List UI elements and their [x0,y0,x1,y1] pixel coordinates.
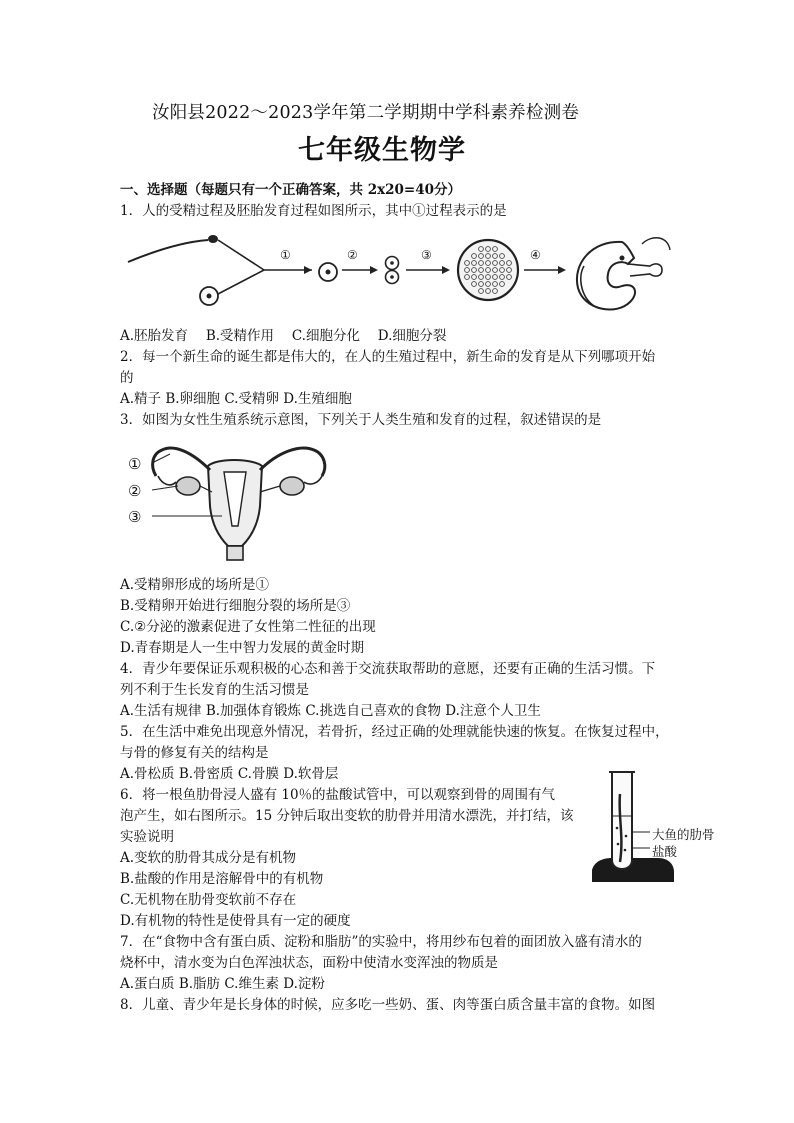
q6-stem-line2: 泡产生，如右图所示。15 分钟后取出变软的肋骨并用清水漂洗，并打结，该 [120,808,574,824]
exam-title: 汝阳县2022～2023学年第二学期期中学科素养检测卷 [152,103,579,123]
q2-stem-line1: 2．每一个新生命的诞生都是伟大的，在人的生殖过程中，新生命的发育是从下列哪项开始 [120,349,656,365]
q1-label-3: ③ [421,248,432,262]
q3-label-2: ② [128,482,142,500]
q4-stem-line1: 4．青少年要保证乐观积极的心态和善于交流获取帮助的意愿，还要有正确的生活习惯。下 [120,661,656,677]
q3-option-d: D.青春期是人一生中智力发展的黄金时期 [120,640,365,656]
q6-label-acid: 盐酸 [652,844,678,859]
q7-stem-line2: 烧杯中，清水变为白色浑浊状态，面粉中使清水变浑浊的物质是 [120,955,498,971]
q6-option-d: D.有机物的特性是使骨具有一定的硬度 [120,913,351,929]
q6-stem-line1: 6．将一根鱼肋骨浸人盛有 10％的盐酸试管中，可以观察到骨的周围有气 [120,787,556,803]
q2-stem-line2: 的 [120,370,134,386]
q1-stem: 1．人的受精过程及胚胎发育过程如图所示，其中①过程表示的是 [120,203,507,219]
q6-option-a: A.变软的肋骨其成分是有机物 [120,850,297,866]
q1-label-2: ② [347,248,358,262]
q6-label-rib: 大鱼的肋骨 [652,827,715,842]
q8-stem-line1: 8．儿童、青少年是长身体的时候，应多吃一些奶、蛋、肉等蛋白质含量丰富的食物。如图 [120,997,656,1013]
q3-option-b: B.受精卵开始进行细胞分裂的场所是③ [120,598,351,614]
q2-options: A.精子 B.卵细胞 C.受精卵 D.生殖细胞 [120,391,352,407]
q1-options: A.胚胎发育 B.受精作用 C.细胞分化 D.细胞分裂 [120,328,447,344]
q3-option-c: C.②分泌的激素促进了女性第二性征的出现 [120,619,376,635]
q3-stem: 3．如图为女性生殖系统示意图，下列关于人类生殖和发育的过程，叙述错误的是 [120,412,602,428]
q3-label-3: ③ [128,508,142,526]
subject-title: 七年级生物学 [298,135,466,166]
q1-label-4: ④ [530,248,541,262]
q7-stem-line1: 7．在“食物中含有蛋白质、淀粉和脂肪”的实验中，将用纱布包着的面团放入盛有清水的 [120,934,642,950]
q3-label-1: ① [128,455,142,473]
section-heading: 一、选择题（每题只有一个正确答案，共 2x20=40分） [120,182,462,198]
female-reproductive-diagram [122,436,352,566]
q7-options: A.蛋白质 B.脂肪 C.维生素 D.淀粉 [120,976,325,992]
q5-stem-line1: 5．在生活中难免出现意外情况，若骨折，经过正确的处理就能快速的恢复。在恢复过程中， [120,724,669,740]
fertilization-diagram [122,226,674,322]
q5-options: A.骨松质 B.骨密质 C.骨膜 D.软骨层 [120,766,339,782]
q4-stem-line2: 列不利于生长发育的生活习惯是 [120,682,309,698]
q4-options: A.生活有规律 B.加强体育锻炼 C.挑选自己喜欢的食物 D.注意个人卫生 [120,703,541,719]
q1-label-1: ① [280,248,291,262]
q5-stem-line2: 与骨的修复有关的结构是 [120,745,269,761]
q6-stem-line3: 实验说明 [120,829,174,845]
q6-option-c: C.无机物在肋骨变软前不存在 [120,892,297,908]
q6-option-b: B.盐酸的作用是溶解骨中的有机物 [120,871,324,887]
q3-option-a: A.受精卵形成的场所是① [120,577,270,593]
